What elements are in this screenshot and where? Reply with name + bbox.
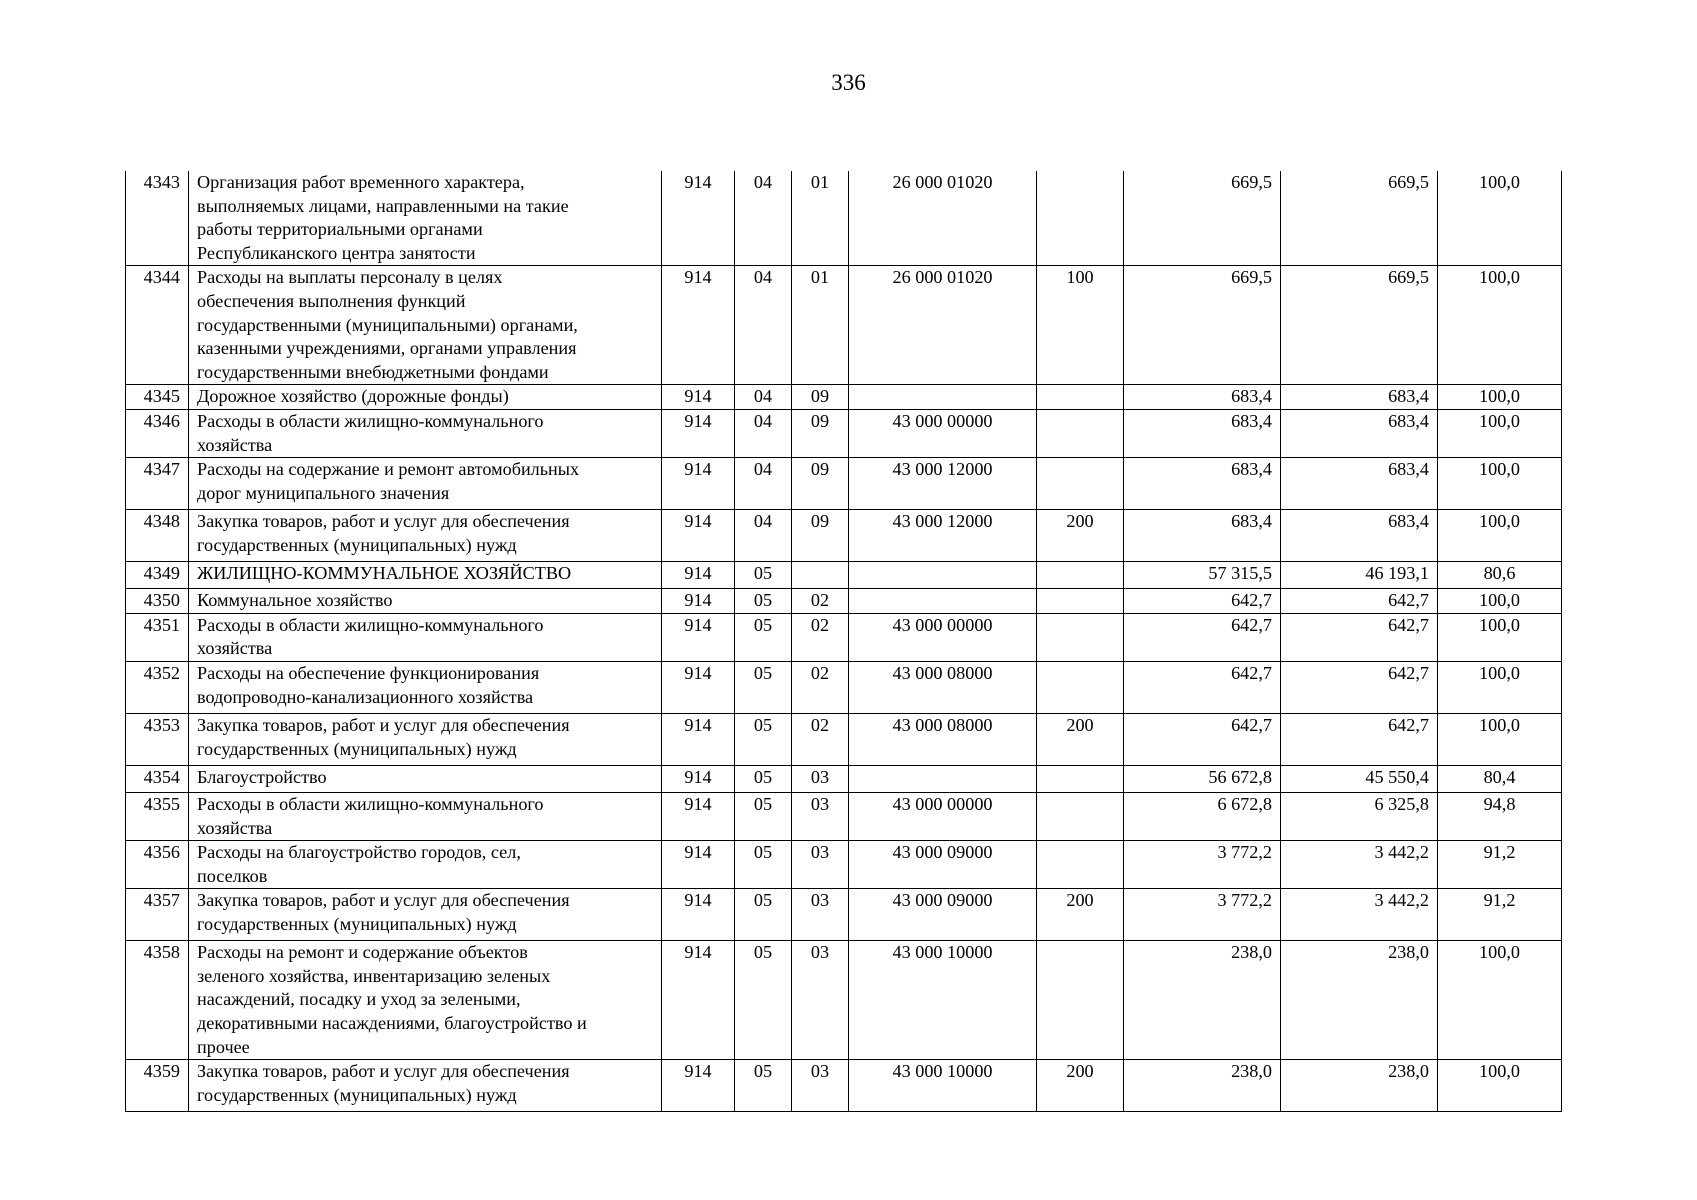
row-subsection-code: 03 [792, 765, 849, 792]
row-subsection-code: 03 [792, 889, 849, 941]
table-row [126, 1060, 1562, 1112]
row-percent: 100,0 [1438, 458, 1562, 510]
row-target-article: 43 000 10000 [849, 1060, 1037, 1112]
row-grbs-code: 914 [662, 562, 735, 589]
row-subsection-code: 02 [792, 713, 849, 765]
row-subsection-code: 02 [792, 613, 849, 661]
row-subsection-code: 09 [792, 385, 849, 410]
table-row [126, 765, 1562, 792]
row-expense-type: 200 [1037, 889, 1124, 941]
row-section-code: 04 [735, 266, 792, 385]
row-target-article: 43 000 08000 [849, 713, 1037, 765]
row-percent: 80,6 [1438, 562, 1562, 589]
row-section-code: 05 [735, 765, 792, 792]
row-expense-type: 100 [1037, 266, 1124, 385]
table-row [126, 889, 1562, 941]
table-row [126, 510, 1562, 562]
row-percent: 91,2 [1438, 841, 1562, 889]
row-planned-amount: 642,7 [1124, 589, 1281, 614]
row-expense-type [1037, 613, 1124, 661]
row-grbs-code: 914 [662, 510, 735, 562]
row-planned-amount: 683,4 [1124, 458, 1281, 510]
table-row [126, 713, 1562, 765]
row-actual-amount: 3 442,2 [1281, 889, 1438, 941]
row-actual-amount: 238,0 [1281, 1060, 1438, 1112]
row-section-code: 04 [735, 510, 792, 562]
row-name: Закупка товаров, работ и услуг для обеспечения государственных (муниципальных) нужд [189, 713, 662, 765]
row-planned-amount: 683,4 [1124, 409, 1281, 457]
row-percent: 100,0 [1438, 385, 1562, 410]
row-actual-amount: 642,7 [1281, 661, 1438, 713]
row-subsection-code [792, 562, 849, 589]
row-subsection-code: 01 [792, 266, 849, 385]
row-grbs-code: 914 [662, 765, 735, 792]
row-name: Расходы на содержание и ремонт автомобильных дорог муниципального значения [189, 458, 662, 510]
row-number: 4351 [126, 613, 189, 661]
row-percent: 91,2 [1438, 889, 1562, 941]
row-planned-amount: 6 672,8 [1124, 792, 1281, 840]
row-section-code: 05 [735, 661, 792, 713]
row-target-article: 43 000 12000 [849, 510, 1037, 562]
row-name: Расходы на обеспечение функционирования водопроводно-канализационного хозяйства [189, 661, 662, 713]
row-number: 4353 [126, 713, 189, 765]
row-number: 4356 [126, 841, 189, 889]
table-row [126, 613, 1562, 661]
row-name: Закупка товаров, работ и услуг для обеспечения государственных (муниципальных) нужд [189, 889, 662, 941]
page-number: 336 [831, 70, 866, 95]
row-grbs-code: 914 [662, 941, 735, 1060]
row-actual-amount: 642,7 [1281, 713, 1438, 765]
row-percent: 100,0 [1438, 171, 1562, 266]
row-subsection-code: 02 [792, 589, 849, 614]
row-planned-amount: 669,5 [1124, 266, 1281, 385]
row-target-article [849, 385, 1037, 410]
row-actual-amount: 45 550,4 [1281, 765, 1438, 792]
row-expense-type [1037, 841, 1124, 889]
row-target-article: 43 000 00000 [849, 613, 1037, 661]
row-number: 4344 [126, 266, 189, 385]
row-grbs-code: 914 [662, 385, 735, 410]
row-name: Расходы в области жилищно-коммунального хозяйства [189, 613, 662, 661]
row-expense-type: 200 [1037, 510, 1124, 562]
row-percent: 100,0 [1438, 713, 1562, 765]
row-section-code: 05 [735, 589, 792, 614]
row-actual-amount: 46 193,1 [1281, 562, 1438, 589]
row-number: 4347 [126, 458, 189, 510]
row-number: 4350 [126, 589, 189, 614]
row-planned-amount: 683,4 [1124, 510, 1281, 562]
row-name: Расходы на благоустройство городов, сел, поселков [189, 841, 662, 889]
row-actual-amount: 683,4 [1281, 458, 1438, 510]
row-percent: 80,4 [1438, 765, 1562, 792]
row-section-code: 05 [735, 1060, 792, 1112]
row-actual-amount: 669,5 [1281, 266, 1438, 385]
row-expense-type [1037, 458, 1124, 510]
table-row [126, 589, 1562, 614]
row-grbs-code: 914 [662, 171, 735, 266]
row-section-code: 05 [735, 889, 792, 941]
table-row [126, 661, 1562, 713]
row-planned-amount: 642,7 [1124, 613, 1281, 661]
row-actual-amount: 683,4 [1281, 510, 1438, 562]
row-section-code: 05 [735, 713, 792, 765]
row-target-article: 43 000 08000 [849, 661, 1037, 713]
row-section-code: 05 [735, 792, 792, 840]
row-name: Расходы на ремонт и содержание объектов зеленого хозяйства, инвентаризацию зеленых насаждений, посадку и уход за зелеными, декоративными насаждениями, благоустройство и прочее [189, 941, 662, 1060]
row-subsection-code: 02 [792, 661, 849, 713]
row-subsection-code: 03 [792, 792, 849, 840]
row-target-article: 43 000 09000 [849, 889, 1037, 941]
table-row [126, 562, 1562, 589]
row-grbs-code: 914 [662, 613, 735, 661]
row-target-article: 43 000 10000 [849, 941, 1037, 1060]
row-percent: 100,0 [1438, 941, 1562, 1060]
row-expense-type [1037, 941, 1124, 1060]
row-grbs-code: 914 [662, 458, 735, 510]
row-planned-amount: 3 772,2 [1124, 889, 1281, 941]
row-expense-type [1037, 409, 1124, 457]
row-name: Закупка товаров, работ и услуг для обеспечения государственных (муниципальных) нужд [189, 510, 662, 562]
row-percent: 100,0 [1438, 409, 1562, 457]
row-percent: 100,0 [1438, 510, 1562, 562]
row-section-code: 05 [735, 941, 792, 1060]
row-section-code: 04 [735, 385, 792, 410]
table-body [126, 171, 1562, 1112]
row-planned-amount: 238,0 [1124, 1060, 1281, 1112]
row-expense-type [1037, 792, 1124, 840]
row-subsection-code: 03 [792, 941, 849, 1060]
row-name: Расходы в области жилищно-коммунального хозяйства [189, 792, 662, 840]
row-number: 4359 [126, 1060, 189, 1112]
row-name: Организация работ временного характера, выполняемых лицами, направленными на такие работы территориальными органами Республиканского центра занятости [189, 171, 662, 266]
row-planned-amount: 3 772,2 [1124, 841, 1281, 889]
table-row [126, 171, 1562, 266]
row-grbs-code: 914 [662, 889, 735, 941]
row-planned-amount: 642,7 [1124, 661, 1281, 713]
row-name: Расходы в области жилищно-коммунального хозяйства [189, 409, 662, 457]
row-section-code: 05 [735, 613, 792, 661]
row-name: Дорожное хозяйство (дорожные фонды) [189, 385, 662, 410]
row-actual-amount: 642,7 [1281, 589, 1438, 614]
row-grbs-code: 914 [662, 1060, 735, 1112]
row-planned-amount: 56 672,8 [1124, 765, 1281, 792]
row-percent: 100,0 [1438, 613, 1562, 661]
row-section-code: 04 [735, 409, 792, 457]
row-target-article [849, 589, 1037, 614]
row-subsection-code: 09 [792, 409, 849, 457]
row-expense-type: 200 [1037, 1060, 1124, 1112]
row-expense-type [1037, 765, 1124, 792]
row-number: 4358 [126, 941, 189, 1060]
row-name: Расходы на выплаты персоналу в целях обеспечения выполнения функций государственными (муниципальными) органами, казенными учреждениями, органами управления государственными внебюджетными фондами [189, 266, 662, 385]
table-row [126, 941, 1562, 1060]
row-actual-amount: 3 442,2 [1281, 841, 1438, 889]
table-row [126, 409, 1562, 457]
row-name: Благоустройство [189, 765, 662, 792]
row-name: ЖИЛИЩНО-КОММУНАЛЬНОЕ ХОЗЯЙСТВО [189, 562, 662, 589]
row-planned-amount: 238,0 [1124, 941, 1281, 1060]
table-row [126, 792, 1562, 840]
table-row [126, 841, 1562, 889]
row-subsection-code: 01 [792, 171, 849, 266]
row-percent: 100,0 [1438, 589, 1562, 614]
row-percent: 94,8 [1438, 792, 1562, 840]
row-grbs-code: 914 [662, 841, 735, 889]
row-actual-amount: 642,7 [1281, 613, 1438, 661]
row-grbs-code: 914 [662, 266, 735, 385]
row-target-article: 43 000 09000 [849, 841, 1037, 889]
row-actual-amount: 683,4 [1281, 409, 1438, 457]
row-number: 4348 [126, 510, 189, 562]
row-number: 4343 [126, 171, 189, 266]
row-expense-type [1037, 589, 1124, 614]
row-grbs-code: 914 [662, 713, 735, 765]
table-row [126, 385, 1562, 410]
row-grbs-code: 914 [662, 792, 735, 840]
row-grbs-code: 914 [662, 661, 735, 713]
row-planned-amount: 683,4 [1124, 385, 1281, 410]
row-subsection-code: 09 [792, 510, 849, 562]
row-section-code: 05 [735, 562, 792, 589]
row-subsection-code: 03 [792, 1060, 849, 1112]
row-section-code: 04 [735, 171, 792, 266]
row-planned-amount: 642,7 [1124, 713, 1281, 765]
row-percent: 100,0 [1438, 1060, 1562, 1112]
row-target-article: 43 000 00000 [849, 792, 1037, 840]
table-row [126, 458, 1562, 510]
budget-table [125, 171, 1562, 1112]
row-subsection-code: 03 [792, 841, 849, 889]
row-target-article: 26 000 01020 [849, 266, 1037, 385]
row-planned-amount: 57 315,5 [1124, 562, 1281, 589]
row-actual-amount: 6 325,8 [1281, 792, 1438, 840]
row-grbs-code: 914 [662, 589, 735, 614]
row-expense-type: 200 [1037, 713, 1124, 765]
row-target-article: 26 000 01020 [849, 171, 1037, 266]
row-percent: 100,0 [1438, 266, 1562, 385]
row-grbs-code: 914 [662, 409, 735, 457]
row-target-article: 43 000 00000 [849, 409, 1037, 457]
row-target-article [849, 765, 1037, 792]
row-number: 4352 [126, 661, 189, 713]
row-planned-amount: 669,5 [1124, 171, 1281, 266]
row-number: 4354 [126, 765, 189, 792]
row-expense-type [1037, 661, 1124, 713]
row-target-article: 43 000 12000 [849, 458, 1037, 510]
row-actual-amount: 669,5 [1281, 171, 1438, 266]
row-actual-amount: 238,0 [1281, 941, 1438, 1060]
table-row [126, 266, 1562, 385]
row-name: Закупка товаров, работ и услуг для обеспечения государственных (муниципальных) нужд [189, 1060, 662, 1112]
row-number: 4355 [126, 792, 189, 840]
row-section-code: 04 [735, 458, 792, 510]
row-number: 4345 [126, 385, 189, 410]
row-subsection-code: 09 [792, 458, 849, 510]
row-actual-amount: 683,4 [1281, 385, 1438, 410]
row-expense-type [1037, 385, 1124, 410]
row-number: 4349 [126, 562, 189, 589]
row-expense-type [1037, 171, 1124, 266]
row-section-code: 05 [735, 841, 792, 889]
row-expense-type [1037, 562, 1124, 589]
row-name: Коммунальное хозяйство [189, 589, 662, 614]
row-number: 4346 [126, 409, 189, 457]
row-number: 4357 [126, 889, 189, 941]
row-percent: 100,0 [1438, 661, 1562, 713]
row-target-article [849, 562, 1037, 589]
